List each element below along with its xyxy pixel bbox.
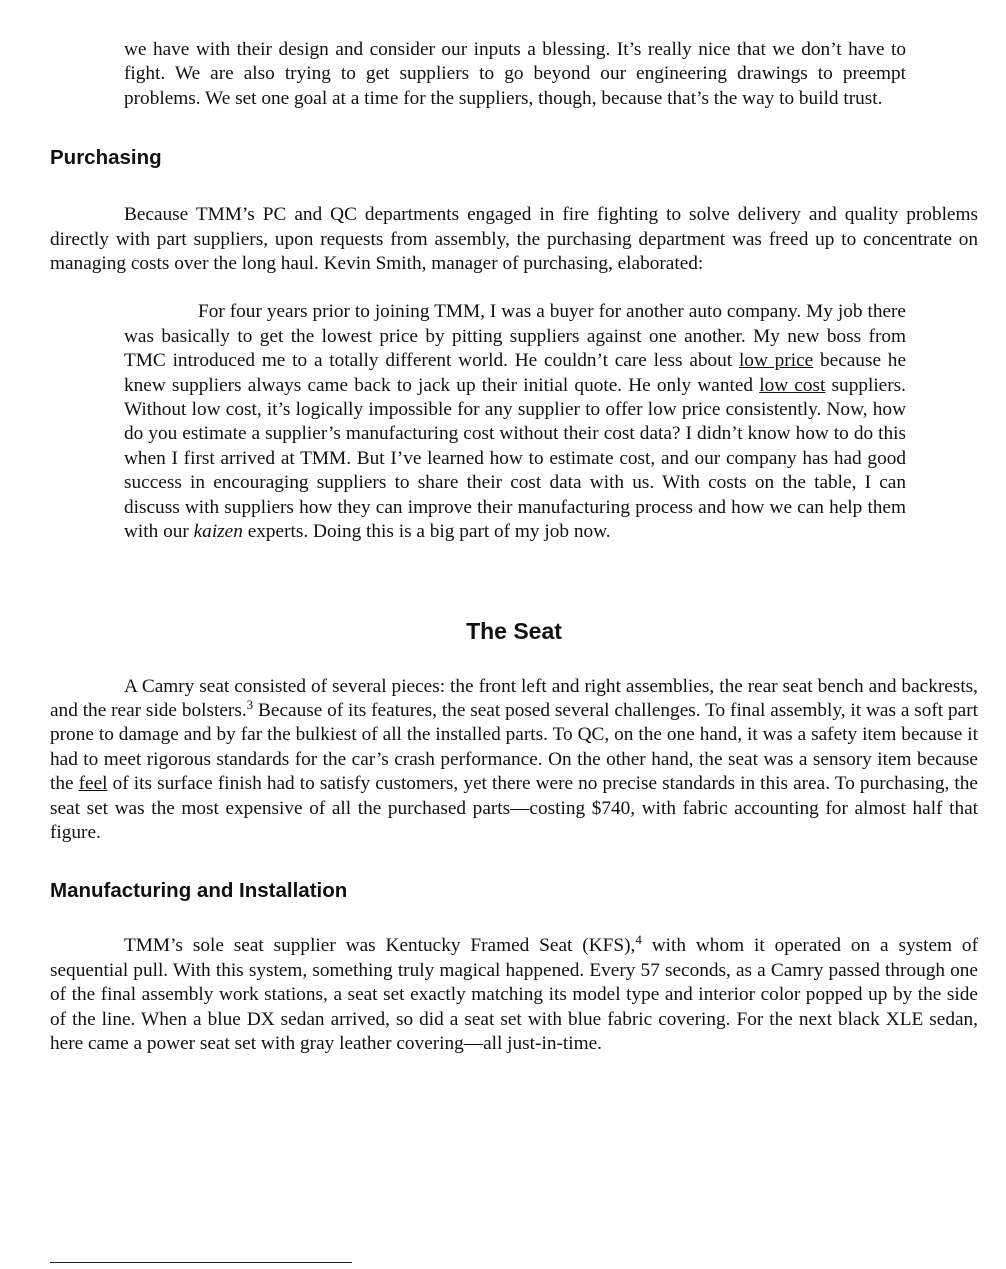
document-page xyxy=(50,38,978,1056)
quote-text-part2: because he knew suppliers always came back to jack up their initial quote. He only wanted xyxy=(124,350,906,396)
quote-text-part3: suppliers. Without low cost, it’s logically impossible for any supplier to offer low price consistently. Now, how do you estimate a supplier’s manufacturing cost without their cost data? I didn’t know how to do this when I first arrived at TMM. But I’ve learned how to estimate cost, and our company has had good success in encouraging suppliers to share their cost data with us. With costs on the table, I can discuss with suppliers how they can improve their manufacturing process and how we can help them with our xyxy=(124,374,906,543)
quote-text-part1: For four years prior to joining TMM, I was a buyer for another auto company. My job there was basically to get the lowest price by pitting suppliers against one another. My new boss from TMC introduced me to a totally different world. He couldn’t care less about xyxy=(124,301,906,372)
feel-underlined: feel xyxy=(78,773,108,795)
footnote-separator-rule xyxy=(50,1262,352,1263)
purchasing-heading: Purchasing xyxy=(50,146,162,170)
mfg-text-part1: TMM’s sole seat supplier was Kentucky Framed Seat (KFS), xyxy=(124,935,636,957)
the-seat-title: The Seat xyxy=(466,617,562,644)
the-seat-paragraph xyxy=(50,675,978,846)
intro-quote-paragraph: we have with their design and consider our inputs a blessing. It’s really nice that we don’t have to fight. We are also trying to get suppliers to go beyond our engineering drawings to preempt problems. We set one goal at a time for the suppliers, though, because that’s the way to build trust. xyxy=(124,39,906,109)
purchasing-paragraph: Because TMM’s PC and QC departments engaged in fire fighting to solve delivery and quality problems directly with part suppliers, upon requests from assembly, the purchasing department was freed up to concentrate on managing costs over the long haul. Kevin Smith, manager of purchasing, elaborated: xyxy=(50,204,978,275)
footnote-ref-3: 3 xyxy=(246,696,254,712)
low-price-underlined: low price xyxy=(738,350,814,372)
seat-text-part2: Because of its features, the seat posed several challenges. To final assembly, it was a soft part prone to damage and by far the bulkiest of all the installed parts. To QC, on the one hand, it was a safety item because it had to meet rigorous standards for the car’s crash performance. On the other hand, the seat was a sensory item because the xyxy=(50,699,979,795)
manufacturing-heading: Manufacturing and Installation xyxy=(50,879,348,903)
manufacturing-paragraph xyxy=(50,934,978,1056)
mfg-text-part2: with whom it operated on a system of sequential pull. With this system, something truly magical happened. Every 57 seconds, as a Camry passed through one of the final assembly work stations, a seat set exactly matching its model type and interior color popped up by the side of the line. When a blue DX sedan arrived, so did a seat set with blue fabric covering. For the next black XLE sedan, here came a power seat set with gray leather covering—all just-in-time. xyxy=(50,935,978,1054)
low-cost-underlined: low cost xyxy=(759,374,826,396)
kevin-smith-quote xyxy=(124,300,906,544)
seat-text-part1: A Camry seat consisted of several pieces: the front left and right assemblies, the rear seat bench and backrests, and the rear side bolsters. xyxy=(50,675,978,721)
seat-text-part3: of its surface finish had to satisfy customers, yet there were no precise standards in this area. To purchasing, the seat set was the most expensive of all the purchased parts—costing $740, with fabric accounting for almost half that figure. xyxy=(50,773,978,843)
footnote-ref-4: 4 xyxy=(635,932,642,948)
kaizen-italic: kaizen xyxy=(193,521,243,543)
quote-text-part4: experts. Doing this is a big part of my job now. xyxy=(242,521,611,543)
